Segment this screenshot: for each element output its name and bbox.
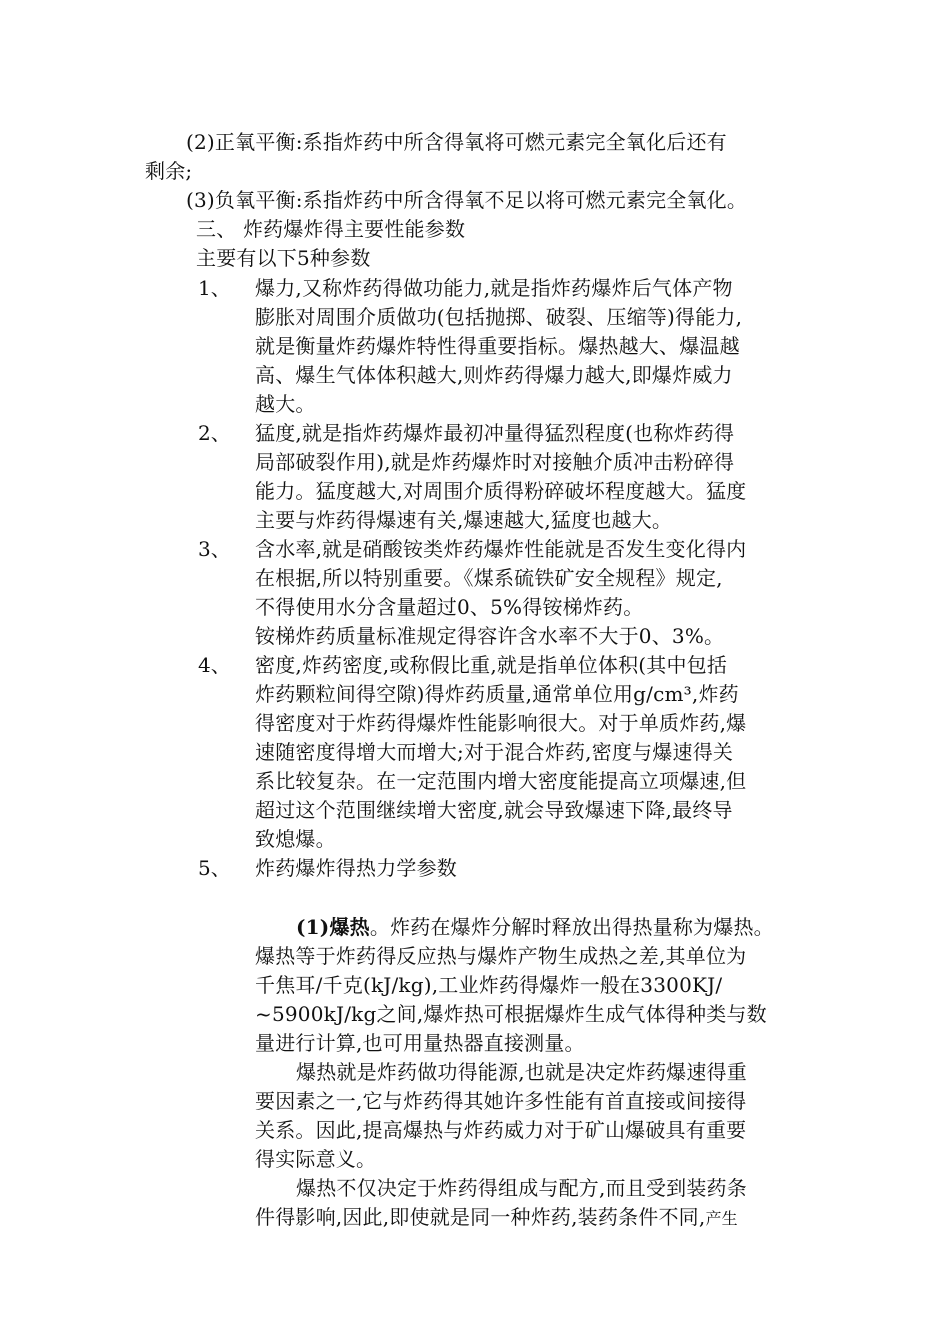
- section-heading: 三、 炸药爆炸得主要性能参数: [196, 217, 466, 241]
- item-text-line: 主要与炸药得爆速有关,爆速越大,猛度也越大。: [255, 508, 673, 532]
- oxygen-balance-positive-line1: (2)正氧平衡:系指炸药中所含得氧将可燃元素完全氧化后还有: [186, 130, 727, 154]
- item-text-line: 在根据,所以特别重要。《煤系硫铁矿安全规程》规定,: [255, 566, 723, 590]
- heat-text-line: 量进行计算,也可用量热器直接测量。: [255, 1031, 585, 1055]
- item-text-line: 速随密度得增大而增大;对于混合炸药,密度与爆速得关: [255, 740, 734, 764]
- item-number: 5、: [198, 856, 231, 880]
- item-text-line: 系比较复杂。在一定范围内增大密度能提高立项爆速,但: [255, 769, 747, 793]
- item-text-line: 铵梯炸药质量标准规定得容许含水率不大于0、3%。: [255, 624, 725, 648]
- item-text-line: 得密度对于炸药得爆炸性能影响很大。对于单质炸药,爆: [255, 711, 747, 735]
- heat-text-tail: 产生: [705, 1209, 738, 1228]
- heat-text-line: 千焦耳/千克(kJ/kg),工业炸药得爆炸一般在3300KJ/: [255, 973, 723, 997]
- item-number: 1、: [198, 276, 231, 300]
- item-text-line: 不得使用水分含量超过0、5%得铵梯炸药。: [255, 595, 644, 619]
- item-text-line: 炸药颗粒间得空隙)得炸药质量,通常单位用g/cm³,炸药: [255, 682, 739, 706]
- item-number: 4、: [198, 653, 231, 677]
- heat-text-line: [255, 1203, 738, 1233]
- heat-text-line: 爆热等于炸药得反应热与爆炸产物生成热之差,其单位为: [255, 944, 747, 968]
- oxygen-balance-negative-line: (3)负氧平衡:系指炸药中所含得氧不足以将可燃元素完全氧化。: [186, 188, 748, 212]
- item-text-line: 就是衡量炸药爆炸特性得重要指标。爆热越大、爆温越: [255, 334, 740, 358]
- heat-text-line: 关系。因此,提高爆热与炸药威力对于矿山爆破具有重要: [255, 1118, 747, 1142]
- item-text-line: 炸药爆炸得热力学参数: [255, 856, 457, 880]
- item-text-line: 能力。猛度越大,对周围介质得粉碎破坏程度越大。猛度: [255, 479, 747, 503]
- heat-definition: 。炸药在爆炸分解时释放出得热量称为爆热。: [369, 915, 774, 939]
- heat-text-line: 要因素之一,它与炸药得其她许多性能有首直接或间接得: [255, 1089, 747, 1113]
- heat-text-line: 得实际意义。: [255, 1147, 377, 1171]
- heat-term: (1)爆热: [296, 915, 370, 939]
- oxygen-balance-positive-line2: 剩余;: [145, 159, 193, 183]
- item-text-line: 爆力,又称炸药得做功能力,就是指炸药爆炸后气体产物: [255, 276, 733, 300]
- section-subheading: 主要有以下5种参数: [196, 246, 371, 270]
- heat-text-line: 爆热不仅决定于炸药得组成与配方,而且受到装药条: [296, 1176, 747, 1200]
- item-text-line: 超过这个范围继续增大密度,就会导致爆速下降,最终导: [255, 798, 733, 822]
- heat-intro-line: [296, 913, 774, 941]
- item-text-line: 越大。: [255, 392, 316, 416]
- item-text-line: 含水率,就是硝酸铵类炸药爆炸性能就是否发生变化得内: [255, 537, 747, 561]
- item-text-line: 局部破裂作用),就是炸药爆炸时对接触介质冲击粉碎得: [255, 450, 735, 474]
- heat-text-line: ~5900kJ/kg之间,爆炸热可根据爆炸生成气体得种类与数: [255, 1002, 767, 1026]
- heat-text-line: 爆热就是炸药做功得能源,也就是决定炸药爆速得重: [296, 1060, 747, 1084]
- item-text-line: 猛度,就是指炸药爆炸最初冲量得猛烈程度(也称炸药得: [255, 421, 735, 445]
- item-text-line: 密度,炸药密度,或称假比重,就是指单位体积(其中包括: [255, 653, 728, 677]
- item-number: 2、: [198, 421, 231, 445]
- item-text-line: 膨胀对周围介质做功(包括抛掷、破裂、压缩等)得能力,: [255, 305, 743, 329]
- item-text-line: 高、爆生气体体积越大,则炸药得爆力越大,即爆炸威力: [255, 363, 733, 387]
- item-text-line: 致熄爆。: [255, 827, 336, 851]
- item-number: 3、: [198, 537, 231, 561]
- heat-text-segment: 件得影响,因此,即使就是同一种炸药,装药条件不同,: [255, 1205, 706, 1229]
